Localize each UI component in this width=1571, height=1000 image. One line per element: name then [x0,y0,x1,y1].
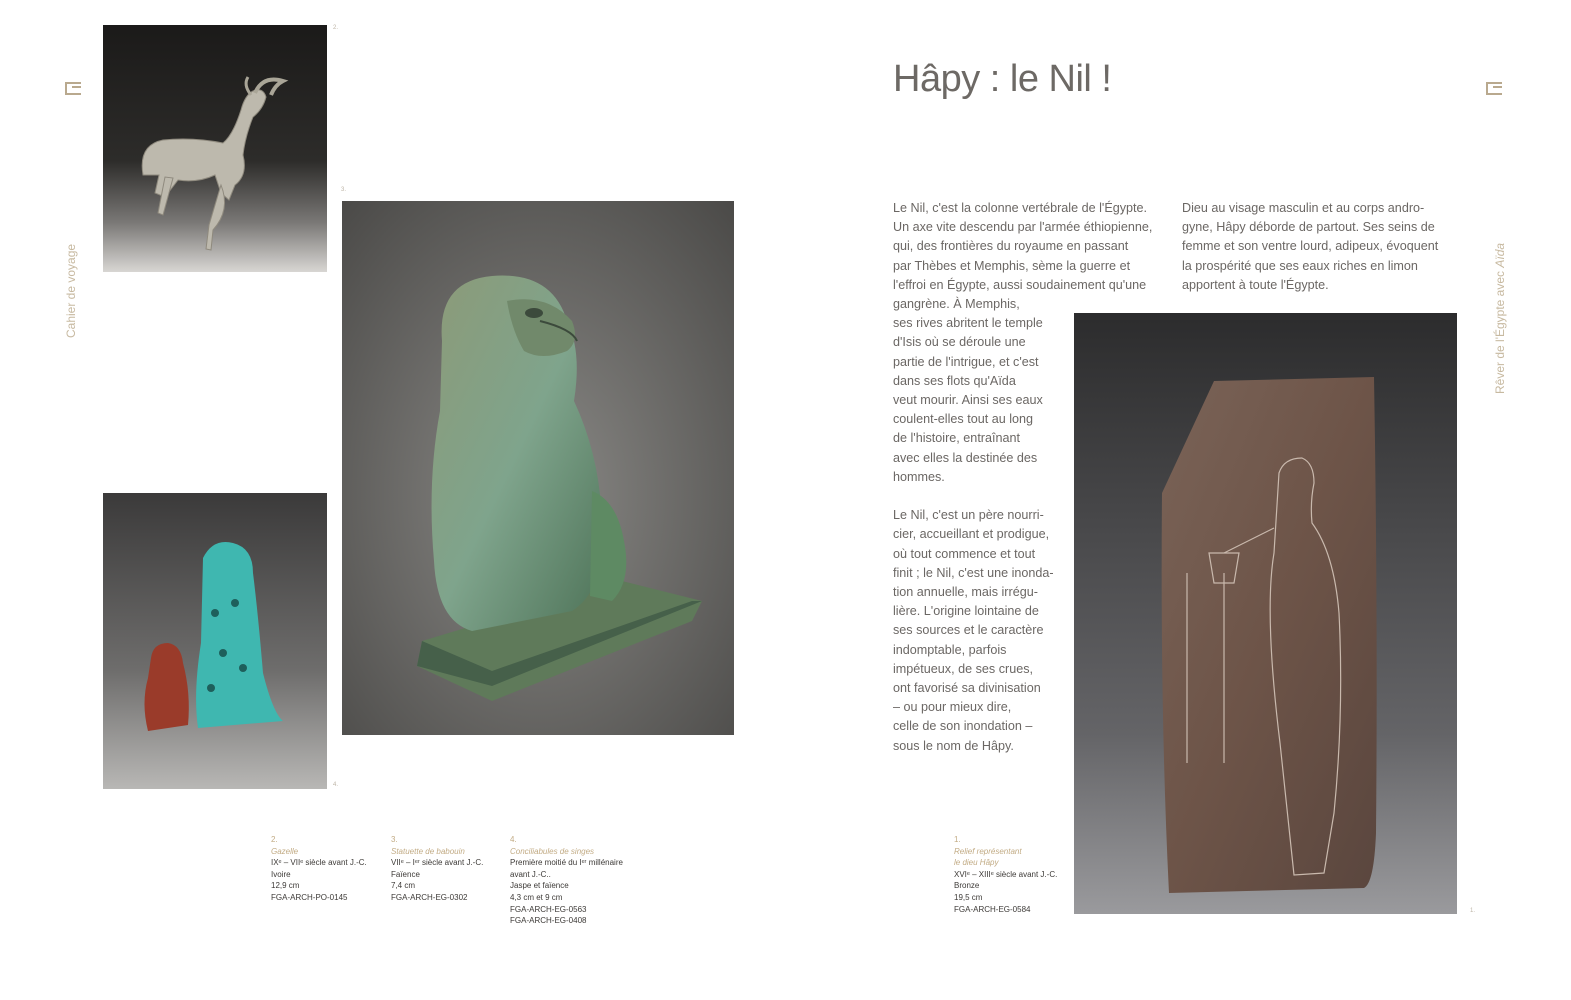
caption-title: Gazelle [271,846,299,856]
caption-line: FGA-ARCH-EG-0302 [391,892,468,902]
caption-line: 7,4 cm [391,881,416,891]
caption-line: FGA-ARCH-EG-0584 [954,904,1031,914]
body-line: veut mourir. Ainsi ses eaux [893,393,1043,408]
body-line: cier, accueillant et prodigue, [893,527,1050,542]
caption-monkeys [510,834,623,927]
body-text-column-1 [893,199,1152,756]
bracket-mark-right [1486,82,1502,95]
body-line: dans ses flots qu'Aïda [893,373,1016,388]
body-line: gyne, Hâpy déborde de partout. Ses seins de [1182,220,1435,235]
caption-number: 4. [510,835,517,844]
body-line: apportent à toute l'Égypte. [1182,277,1329,292]
body-line: Dieu au visage masculin et au corps andro- [1182,201,1425,215]
body-line: Le Nil, c'est la colonne vertébrale de l'Égypte. [893,201,1148,215]
gazelle-photo [103,25,327,272]
caption-line: XVIᵉ – XIIIᵉ siècle avant J.-C. [954,869,1058,879]
caption-relief [954,834,1057,915]
bracket-mark-left [65,82,81,95]
caption-line: 4,3 cm et 9 cm [510,892,563,902]
body-line: gangrène. À Memphis, [893,297,1020,312]
body-line: coulent-elles tout au long [893,412,1034,427]
body-line: indomptable, parfois [893,642,1007,657]
caption-number: 2. [271,835,278,844]
caption-title: le dieu Hâpy [954,858,999,868]
caption-gazelle [271,834,367,904]
caption-title: Statuette de babouin [391,846,465,856]
caption-line: avant J.-C.. [510,869,551,879]
caption-line: IXᵉ – VIIᵉ siècle avant J.-C. [271,858,367,868]
caption-line: FGA-ARCH-EG-0408 [510,916,587,926]
body-line: la prospérité que ses eaux riches en limon [1182,258,1418,273]
body-line: partie de l'intrigue, et c'est [893,354,1039,369]
body-line: femme et son ventre lourd, adipeux, évoquent [1182,239,1439,254]
body-line: lière. L'origine lointaine de [893,604,1039,619]
caption-line: Jaspe et faïence [510,881,569,891]
body-line: hommes. [893,469,945,484]
caption-line: 19,5 cm [954,892,983,902]
side-label-left: Cahier de voyage [64,243,78,338]
caption-line: FGA-ARCH-EG-0563 [510,904,587,914]
body-line: avec elles la destinée des [893,450,1038,465]
body-line: où tout commence et tout [893,546,1036,561]
body-line: Le Nil, c'est un père nourri- [893,508,1044,523]
figure-number-monkeys: 4. [333,782,339,788]
caption-number: 3. [391,835,398,844]
caption-title: Relief représentant [954,846,1022,856]
caption-line: Ivoire [271,869,291,879]
body-line: d'Isis où se déroule une [893,335,1026,350]
body-line: de l'histoire, entraînant [893,431,1021,446]
monkeys-photo [103,493,327,789]
body-line: qui, des frontières du royaume en passant [893,239,1129,254]
body-text-column-2 [1182,199,1438,295]
figure-number-relief: 1. [1470,908,1476,914]
body-line: ses rives abritent le temple [893,316,1043,331]
body-line: par Thèbes et Memphis, sème la guerre et [893,258,1131,273]
caption-line: 12,9 cm [271,881,300,891]
baboon-statuette-photo [342,201,734,735]
caption-line: Bronze [954,881,980,891]
figure-number-baboon: 3. [341,187,347,193]
caption-title: Conciliabules de singes [510,846,595,856]
page-title: Hâpy : le Nil ! [893,58,1112,100]
caption-line: FGA-ARCH-PO-0145 [271,892,348,902]
body-line: impétueux, de ses crues, [893,661,1034,676]
caption-line: VIIᵉ – Iᵉʳ siècle avant J.-C. [391,858,484,868]
body-line: l'effroi en Égypte, aussi soudainement qu'une [893,277,1147,292]
body-line: – ou pour mieux dire, [893,700,1012,715]
body-line: celle de son inondation – [893,719,1033,734]
caption-line: Faïence [391,869,420,879]
figure-number-gazelle: 2. [333,25,339,31]
caption-line: Première moitié du Iᵉʳ millénaire [510,858,623,868]
body-line: tion annuelle, mais irrégu- [893,585,1038,600]
caption-baboon [391,834,483,904]
body-line: ses sources et le caractère [893,623,1044,638]
body-line: finit ; le Nil, c'est une inonda- [893,565,1054,580]
body-line: ont favorisé sa divinisation [893,681,1041,696]
caption-number: 1. [954,835,961,844]
body-line: Un axe vite descendu par l'armée éthiopienne, [893,220,1153,235]
side-label-right: Rêver de l'Égypte avec Aïda [1493,242,1507,394]
body-line: sous le nom de Hâpy. [893,738,1014,753]
